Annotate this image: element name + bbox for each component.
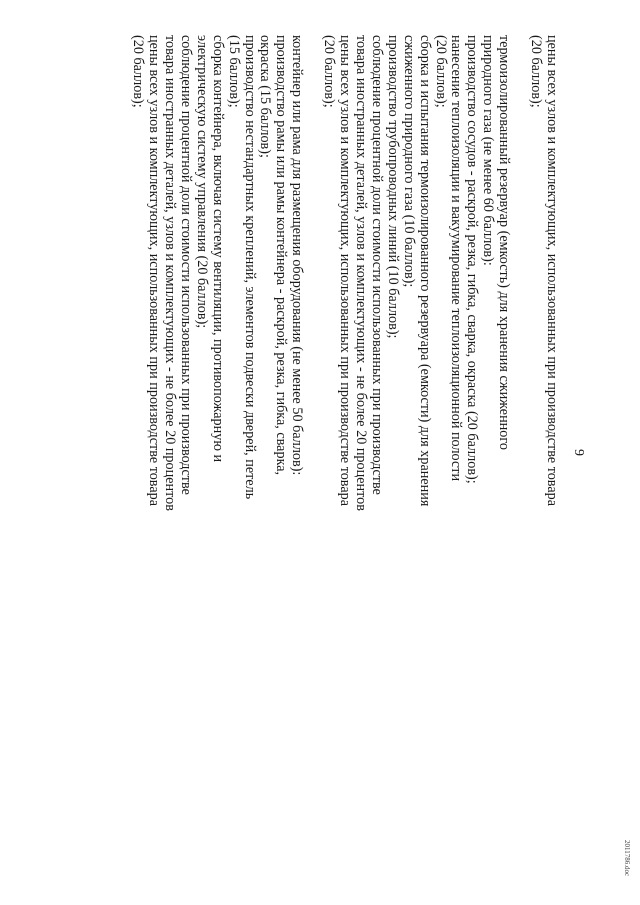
text-block	[527, 35, 559, 695]
text-line: цены всех узлов и комплектующих, использованных при производстве товара	[146, 35, 163, 507]
text-line: производство трубопроводных линий (10 баллов);	[384, 35, 401, 339]
text-line: товара иностранных деталей, узлов и комплектующих - не более 20 процентов	[353, 35, 370, 511]
text-block	[320, 35, 511, 695]
text-line: сборка и испытания термоизолированного резервуара (емкости) для хранения	[416, 35, 433, 507]
text-line: производство рамы или рамы контейнера - раскрой, резка, гибка, сварка,	[273, 35, 290, 476]
text-line: соблюдение процентной доли стоимости использованных при производстве	[368, 35, 385, 495]
text-line: природного газа (не менее 60 баллов):	[480, 35, 497, 266]
text-line: производство сосудов - раскрой, резка, гибка, сварка, окраска (20 баллов);	[464, 35, 481, 484]
page-number: 9	[571, 449, 586, 456]
text-line: сжиженного природного газа (10 баллов);	[400, 35, 417, 288]
text-line: товара иностранных деталей, узлов и комплектующих - не более 20 процентов	[162, 35, 179, 511]
text-line: (20 баллов);	[432, 35, 449, 108]
text-line: электрическую систему управления (20 баллов);	[193, 35, 210, 329]
text-line: соблюдение процентной доли стоимости использованных при производстве	[177, 35, 194, 495]
text-block	[129, 35, 304, 695]
text-line: (20 баллов);	[528, 35, 545, 108]
text-line: (20 баллов);	[321, 35, 338, 108]
text-line: цены всех узлов и комплектующих, использованных при производстве товара	[337, 35, 354, 507]
text-line: (20 баллов);	[130, 35, 147, 108]
text-line: цены всех узлов и комплектующих, использованных при производстве товара	[544, 35, 560, 507]
text-line: (15 баллов);	[225, 35, 242, 108]
text-line: производство нестандартных креплений, элементов подвески дверей, петель	[241, 35, 258, 500]
text-line: термоизолированный резервуар (емкость) для хранения сжиженного	[496, 35, 513, 450]
document-body	[129, 35, 559, 695]
text-line: нанесение теплоизоляции и вакуумирование теплоизоляционной полости	[448, 35, 465, 482]
paragraph-gap	[304, 35, 320, 695]
paragraph-gap	[511, 35, 527, 695]
text-line: контейнер или рама для размещения оборудования (не менее 50 баллов):	[289, 35, 306, 476]
text-line: окраска (15 баллов);	[257, 35, 274, 158]
document-filename: 2011786.doc	[623, 840, 631, 877]
text-line: сборка контейнера, включая систему вентиляции, противопожарную и	[209, 35, 226, 463]
